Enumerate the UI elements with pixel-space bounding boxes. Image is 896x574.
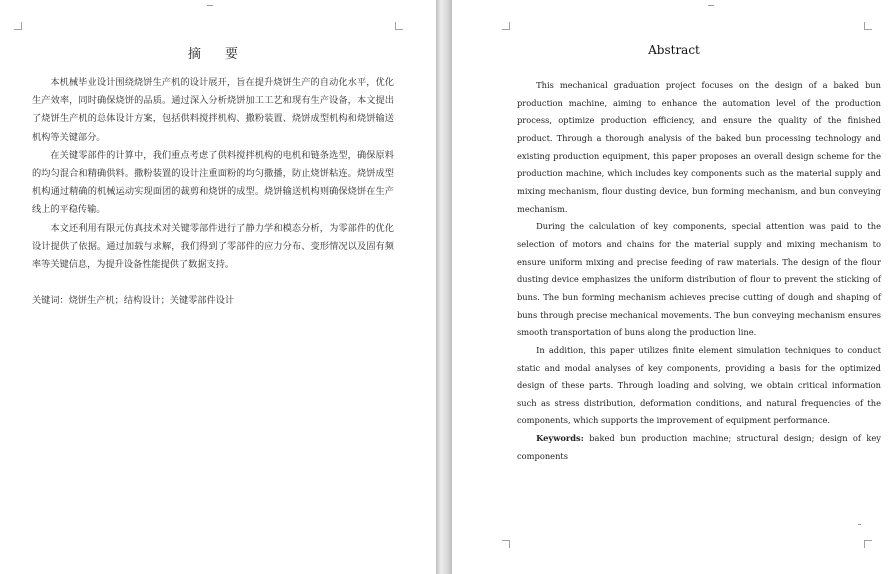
chinese-abstract-title: 摘 要 [187,47,249,62]
english-keywords [517,430,881,465]
chinese-paragraph-1: 本机械毕业设计围绕烧饼生产机的设计展开，旨在提升烧饼生产的自动化水平，优化生产效率，同时确保烧饼的品质。通过深入分析烧饼加工工艺和现有生产设备，本文提出了烧饼生产机的总体设计方案，包括供料搅拌机构、撒粉装置、烧饼成型机构和烧饼输送机构等关键部分。 [32,77,394,143]
english-paragraph-2: During the calculation of key components, special attention was paid to the selection of motors and chains for the material supply and mixing mechanism to ensure uniform mixing and precise feeding of raw materials. The design of the flour dusting device emphasizes the uniform distribution of flour to prevent the sticking of buns. The bun forming mechanism achieves precise cutting of dough and shaping of buns through precise mechanical movements. The bun conveying mechanism ensures smooth transportation of buns along the production line. [517,221,881,338]
chinese-paragraph-3: 本文还利用有限元仿真技术对关键零部件进行了静力学和模态分析，为零部件的优化设计提供了依据。通过加载与求解，我们得到了零部件的应力分布、变形情况以及固有频率等关键信息，为提升设备性能提供了数据支持。 [32,222,394,271]
chinese-keywords: 关键词：烧饼生产机；结构设计；关键零部件设计 [32,295,235,306]
english-abstract-title: Abstract [648,43,700,57]
chinese-abstract-body [32,74,394,274]
keywords-text: baked bun production machine; structural design; design of key components [517,433,881,461]
crop-mark-top-right [864,22,872,30]
header-mark [207,5,213,6]
crop-mark-top-left [502,22,510,30]
english-paragraph-1: This mechanical graduation project focuses on the design of a baked bun production machine, aiming to enhance the automation level of the production process, optimize production efficiency, and ensure the quality of the finished product. Through a thorough analysis of the baked bun processing technology and existing production equipment, this paper proposes an overall design scheme for the production machine, which includes key components such as the material supply and mixing mechanism, flour dusting device, bun forming mechanism, and bun conveying mechanism. [517,80,881,214]
page-gutter [436,0,452,574]
english-abstract-body [517,77,881,465]
crop-mark-bottom-right [864,540,872,548]
header-mark [708,5,714,6]
crop-mark-top-left [14,22,22,30]
chinese-paragraph-2: 在关键零部件的计算中，我们重点考虑了供料搅拌机构的电机和链条选型，确保原料的均匀混合和精确供料。撒粉装置的设计注重面粉的均匀撒播，防止烧饼粘连。烧饼成型机构通过精确的机械运动实现面团的裁剪和烧饼的成型。烧饼输送机构则确保烧饼在生产线上的平稳传输。 [32,149,394,216]
crop-mark-bottom-left [502,540,510,548]
crop-mark-top-right [395,22,403,30]
keywords-label: Keywords: [536,433,584,444]
footer-mark [858,524,861,525]
english-paragraph-3: In addition, this paper utilizes finite element simulation techniques to conduct static and modal analyses of key components, providing a basis for the optimized design of these parts. Through loading and solving, we obtain critical information such as stress distribution, deformation conditions, and natural frequencies of the components, which supports the improvement of equipment performance. [517,344,881,426]
